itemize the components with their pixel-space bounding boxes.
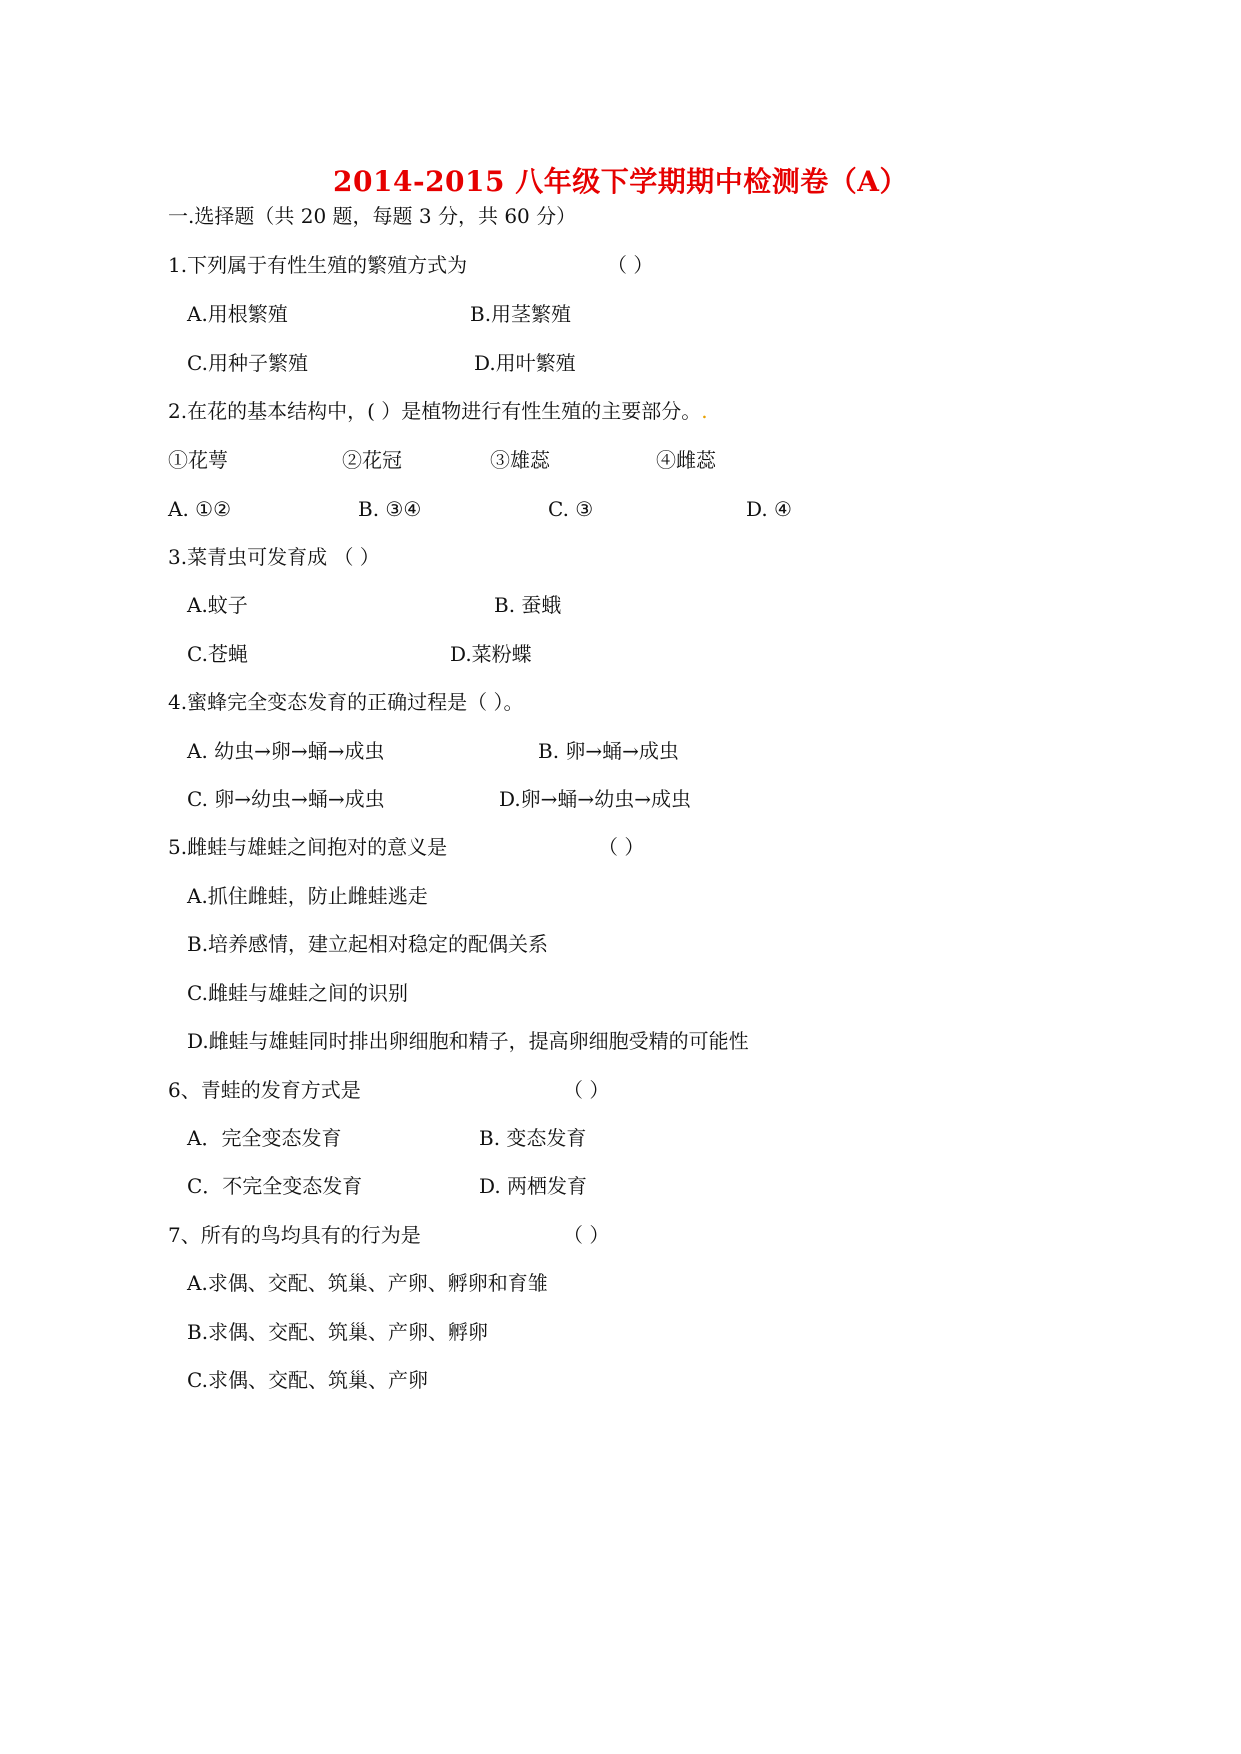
question-3-option-b: B. 蚕蛾 (494, 593, 562, 617)
question-4-option-b: B. 卵→蛹→成虫 (538, 739, 679, 763)
question-2-option-d: D. ④ (746, 497, 792, 521)
question-6-option-b: B. 变态发育 (479, 1126, 587, 1150)
question-2-option-c: C. ③ (548, 497, 594, 521)
page-title: 2014-2015 八年级下学期期中检测卷（A） (333, 165, 908, 198)
question-4-option-d: D.卵→蛹→幼虫→成虫 (499, 787, 691, 811)
question-6-option-c: C．不完全变态发育 (187, 1174, 363, 1198)
question-5-stem: 5.雌蛙与雄蛙之间抱对的意义是 (168, 835, 448, 859)
question-1-option-c: C.用种子繁殖 (187, 351, 308, 375)
question-3-option-d: D.菜粉蝶 (450, 642, 532, 666)
question-7-stem: 7、所有的鸟均具有的行为是 (168, 1223, 421, 1247)
question-2-part-2: ②花冠 (342, 448, 402, 472)
question-4-stem: 4.蜜蜂完全变态发育的正确过程是（ ）。 (168, 690, 524, 714)
question-2-stray-mark: . (701, 399, 708, 423)
question-1-answer-blank: （ ） (607, 253, 654, 277)
question-1-option-a: A.用根繁殖 (187, 302, 288, 326)
question-7-option-b: B.求偶、交配、筑巢、产卵、孵卵 (187, 1320, 489, 1344)
question-2-stem (168, 397, 708, 425)
question-4-option-c: C. 卵→幼虫→蛹→成虫 (187, 787, 385, 811)
question-2-part-4: ④雌蕊 (656, 448, 716, 472)
question-5-option-b: B.培养感情，建立起相对稳定的配偶关系 (187, 932, 549, 956)
question-7-option-a: A.求偶、交配、筑巢、产卵、孵卵和育雏 (187, 1271, 548, 1295)
question-3-option-a: A.蚊子 (187, 593, 248, 617)
question-1-option-b: B.用茎繁殖 (470, 302, 572, 326)
question-4-option-a: A. 幼虫→卵→蛹→成虫 (187, 739, 385, 763)
question-3-option-c: C.苍蝇 (187, 642, 248, 666)
question-5-option-c: C.雌蛙与雄蛙之间的识别 (187, 981, 408, 1005)
question-1-option-d: D.用叶繁殖 (474, 351, 576, 375)
question-2-option-b: B. ③④ (358, 497, 422, 521)
question-2-part-3: ③雄蕊 (490, 448, 550, 472)
question-6-stem: 6、青蛙的发育方式是 (168, 1078, 361, 1102)
question-3-stem: 3.菜青虫可发育成 （ ） (168, 545, 380, 569)
question-6-option-a: A．完全变态发育 (187, 1126, 342, 1150)
question-2-stem-text: 2.在花的基本结构中，( ）是植物进行有性生殖的主要部分。 (168, 399, 702, 423)
section-heading: 一.选择题（共 20 题，每题 3 分，共 60 分） (168, 204, 577, 228)
question-6-answer-blank: （ ） (563, 1078, 610, 1102)
question-5-option-a: A.抓住雌蛙，防止雌蛙逃走 (187, 884, 428, 908)
question-1-stem: 1.下列属于有性生殖的繁殖方式为 (168, 253, 468, 277)
question-5-option-d: D.雌蛙与雄蛙同时排出卵细胞和精子，提高卵细胞受精的可能性 (187, 1029, 749, 1053)
question-7-option-c: C.求偶、交配、筑巢、产卵 (187, 1368, 428, 1392)
question-2-part-1: ①花萼 (168, 448, 228, 472)
question-7-answer-blank: （ ） (563, 1223, 610, 1247)
question-5-answer-blank: （ ） (598, 835, 645, 859)
question-2-option-a: A. ①② (168, 497, 232, 521)
question-6-option-d: D. 两栖发育 (479, 1174, 588, 1198)
